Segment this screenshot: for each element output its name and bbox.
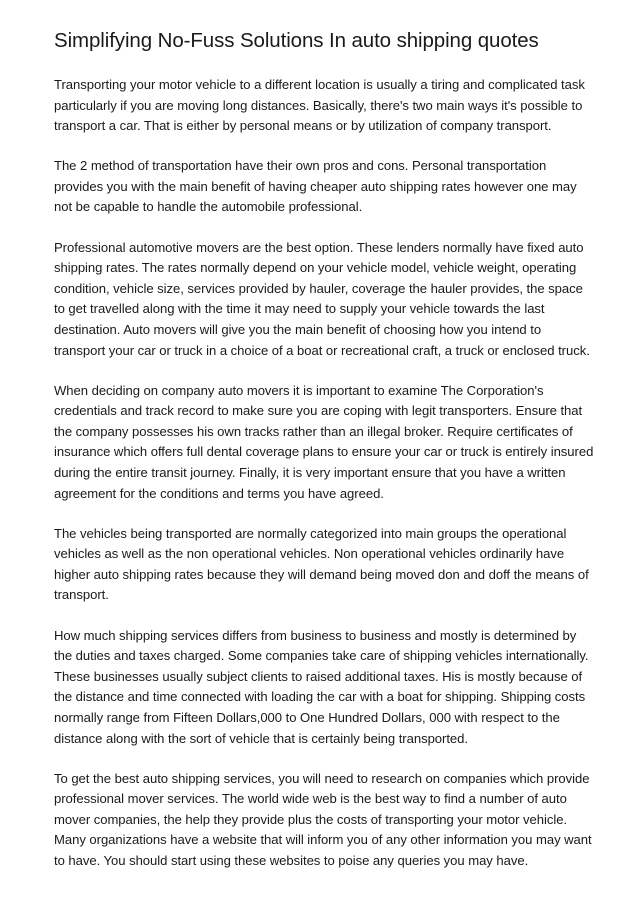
paragraph-7: To get the best auto shipping services, you will need to research on companies which provide professional mover services. The world wide web is the best way to find a number of auto mover companies, the help they provide plus the costs of transporting your motor vehicle. Many organizations have a website that will inform you of any other information you may want to have. You should start using these websites to poise any queries you may have. (54, 770, 592, 868)
paragraph-3: Professional automotive movers are the best option. These lenders normally have fixed auto shipping rates. The rates normally depend on your vehicle model, vehicle weight, operating condition, vehicle size, services provided by hauler, coverage the hauler provides, the space to get travelled along with the time it may need to supply your vehicle towards the last destination. Auto movers will give you the main benefit of choosing how you intend to transport your car or truck in a choice of a boat or recreational craft, a truck or enclosed truck. (54, 239, 590, 358)
paragraph-4: When deciding on company auto movers it is important to examine The Corporation's credentials and track record to make sure you are coping with legit transporters. Ensure that the company possesses his own tracks rather than an illegal broker. Require certificates of insurance which offers full dental coverage plans to ensure your car or truck is entirely insured during the entire transit journey. Finally, it is very important ensure that you have a written agreement for the conditions and terms you have agreed. (54, 382, 594, 501)
paragraph-1: Transporting your motor vehicle to a different location is usually a tiring and complicated task particularly if you are moving long distances. Basically, there's two main ways it's possible to transport a car. That is either by personal means or by utilization of company transport. (54, 77, 585, 134)
paragraph-6: How much shipping services differs from business to business and mostly is determined by the duties and taxes charged. Some companies take care of shipping vehicles internationally. These businesses usually subject clients to raised additional taxes. His is mostly because of the distance and time connected with loading the car with a boat for shipping. Shipping costs normally range from Fifteen Dollars,000 to One Hundred Dollars, 000 with respect to the distance along with the sort of vehicle that is certainly being transported. (54, 627, 589, 746)
document-page (54, 28, 594, 891)
paragraph-2: The 2 method of transportation have their own pros and cons. Personal transportation provides you with the main benefit of having cheaper auto shipping rates however one may not be capable to handle the automobile professional. (54, 158, 577, 215)
paragraph-5: The vehicles being transported are normally categorized into main groups the operational vehicles as well as the non operational vehicles. Non operational vehicles ordinarily have higher auto shipping rates because they will demand being moved don and doff the means of transport. (54, 525, 589, 603)
document-title: Simplifying No-Fuss Solutions In auto shipping quotes (54, 29, 539, 52)
